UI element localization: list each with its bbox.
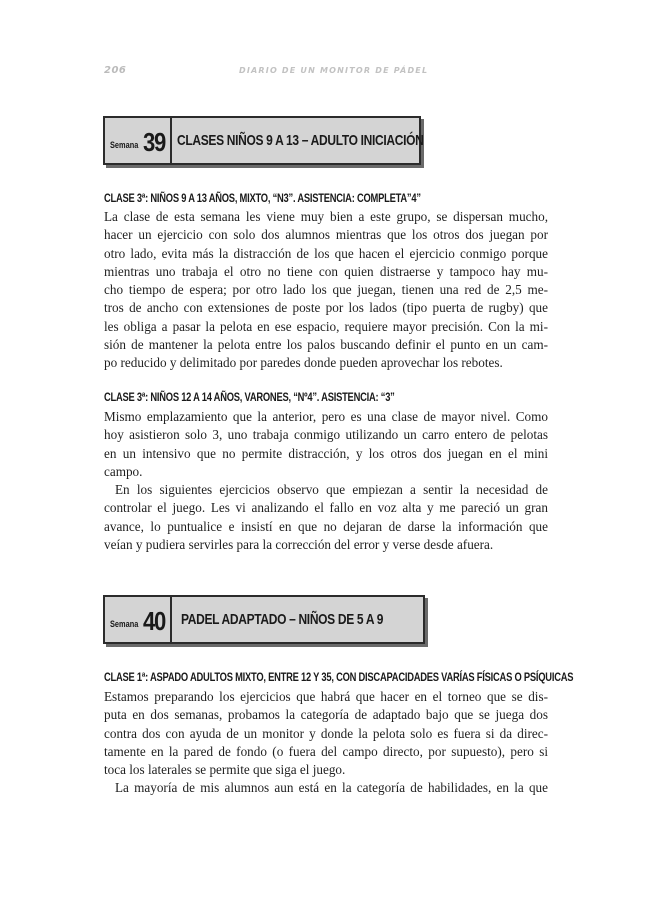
text-line: sión de mantener la pelota entre los palos buscando definir el punto en un cam- [104,337,548,353]
running-head [104,65,554,79]
text-line: controlar el juego. Les vi analizando el fallo en voz alta y me pareció un gran [104,500,548,516]
text-line: en un intensivo que no permite distracción, y los otros dos juegan en el mini [104,445,548,461]
week-39-banner [103,116,424,165]
text-line: La mayoría de mis alumnos aun está en la categoría de habilidades, en la que [115,780,548,796]
paragraph [104,688,548,798]
week-word: Semana [110,619,139,629]
paragraph [104,408,548,554]
text-line: veían y pudiera servirles para la corrección del error y verse desde afuera. [104,537,494,553]
text-line: cho tiempo de espera; por otro lado los que juegan, tienen una red de 2,5 me- [104,282,548,298]
text-line: hoy asistieron solo 3, uno trabaja conmigo utilizando un carro entero de pelotas [104,427,548,443]
text-line: toca los laterales se permite que siga el juego. [104,762,346,778]
week-40-banner [103,595,425,644]
text-line: tamente en la pared de fondo (o fuera del campo directo, por supuesto), pero si [104,743,548,759]
class-heading: CLASE 1ª: ASPADO ADULTOS MIXTO, ENTRE 12 Y 35, CON DISCAPACIDADES VARÍAS FÍSICAS O PSÍQUICAS [104,670,574,684]
week-word: Semana [110,140,139,150]
paragraph [104,208,548,373]
week-label-box [105,597,172,642]
text-line: puta en dos semanas, probamos la categoría de adaptado bajo que se juega dos [104,707,548,723]
text-line: contra dos con ayuda de un monitor y donde la pelota solo es fuera si da direc- [104,725,548,741]
text-line: hacer un ejercicio con solo dos alumnos mientras que los otros dos juegan por [104,227,548,243]
class-heading: CLASE 3ª: NIÑOS 9 A 13 AÑOS, MIXTO, “N3”. ASISTENCIA: COMPLETA”4” [104,191,421,205]
week-label-box [105,118,172,163]
text-line: La clase de esta semana les viene muy bien a este grupo, se dispersan mucho, [104,209,548,224]
page-number: 206 [104,65,127,76]
text-line: mientras uno trabaja el otro no tiene con quien distraerse y tampoco hay mu- [104,263,548,279]
text-line: En los siguientes ejercicios observo que empiezan a sentir la necesidad de [115,482,548,498]
week-number: 40 [143,606,166,636]
text-line: po reducido y delimitado por paredes donde pueden aprovechar los rebotes. [104,355,503,371]
week-title: PADEL ADAPTADO – NIÑOS DE 5 A 9 [181,611,384,628]
text-line: avance, lo puntualice e insistí en que no dejaran de darse la información que [104,518,548,534]
text-line: campo. [104,463,143,479]
text-line: Mismo emplazamiento que la anterior, pero es una clase de mayor nivel. Como [104,409,548,424]
text-line: otro lado, evita más la distracción de los que hacen el ejercicio conmigo porque [104,245,548,261]
text-line: les obliga a pasar la pelota en ese espacio, requiere mayor precisión. Con la mi- [104,318,548,334]
text-line: Estamos preparando los ejercicios que habrá que hacer en el torneo que se dis- [104,689,548,704]
text-line: tros de ancho con extensiones de poste por los lados (tipo puerta de rugby) que [104,300,548,316]
week-title: CLASES NIÑOS 9 A 13 – ADULTO INICIACIÓN [177,132,424,149]
book-title: DIARIO DE UN MONITOR DE PÁDEL [239,66,429,75]
class-heading: CLASE 3ª: NIÑOS 12 A 14 AÑOS, VARONES, “Nº4”. ASISTENCIA: “3” [104,390,395,404]
week-number: 39 [143,127,166,157]
